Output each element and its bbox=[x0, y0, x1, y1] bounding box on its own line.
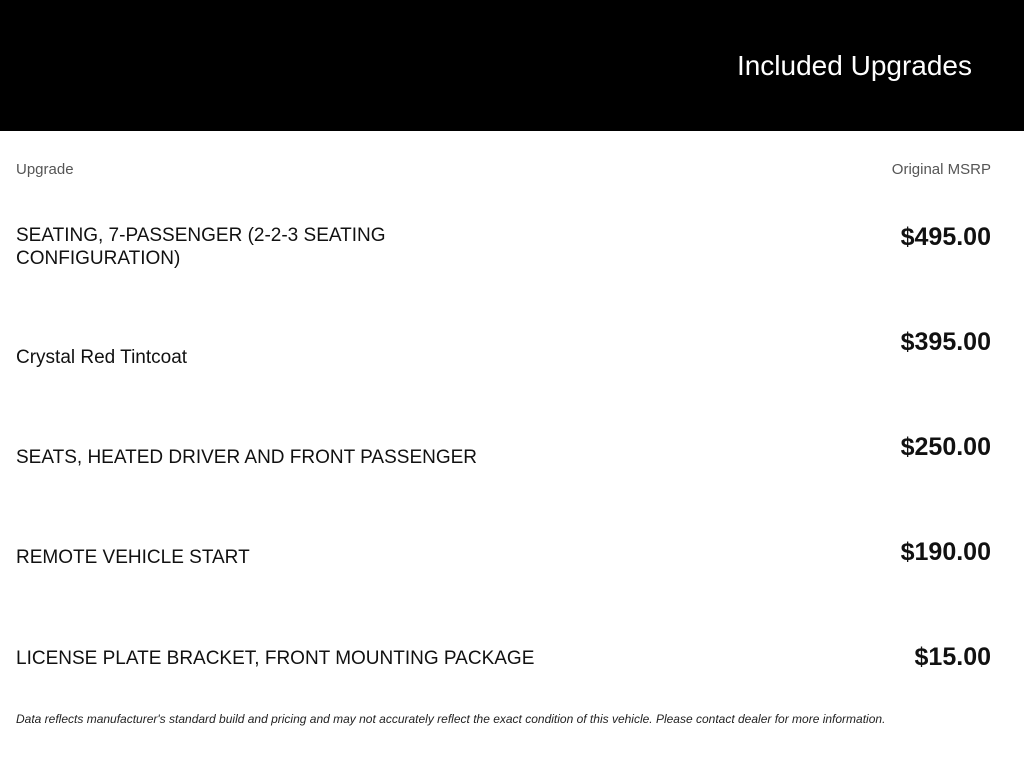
column-header-upgrade: Upgrade bbox=[16, 161, 74, 178]
upgrade-price: $15.00 bbox=[914, 643, 991, 671]
upgrade-name: SEATS, HEATED DRIVER AND FRONT PASSENGER bbox=[16, 447, 478, 468]
upgrade-name: REMOTE VEHICLE START bbox=[16, 547, 250, 568]
upgrade-name: Crystal Red Tintcoat bbox=[16, 347, 188, 368]
column-header-msrp: Original MSRP bbox=[891, 161, 991, 178]
upgrade-price: $190.00 bbox=[900, 538, 991, 566]
upgrade-name: LICENSE PLATE BRACKET, FRONT MOUNTING PACKAGE bbox=[16, 648, 535, 669]
upgrade-price: $250.00 bbox=[900, 433, 991, 461]
upgrade-price: $495.00 bbox=[900, 223, 991, 251]
upgrade-name: SEATING, 7-PASSENGER (2-2-3 SEATING CONFIGURATION) bbox=[16, 225, 386, 269]
page-title: Included Upgrades bbox=[736, 50, 972, 81]
upgrade-price: $395.00 bbox=[900, 328, 991, 356]
header-bar bbox=[0, 0, 1024, 131]
disclaimer-footnote: Data reflects manufacturer's standard build and pricing and may not accurately reflect the exact condition of this vehicle. Please contact dealer for more information. bbox=[16, 712, 886, 726]
